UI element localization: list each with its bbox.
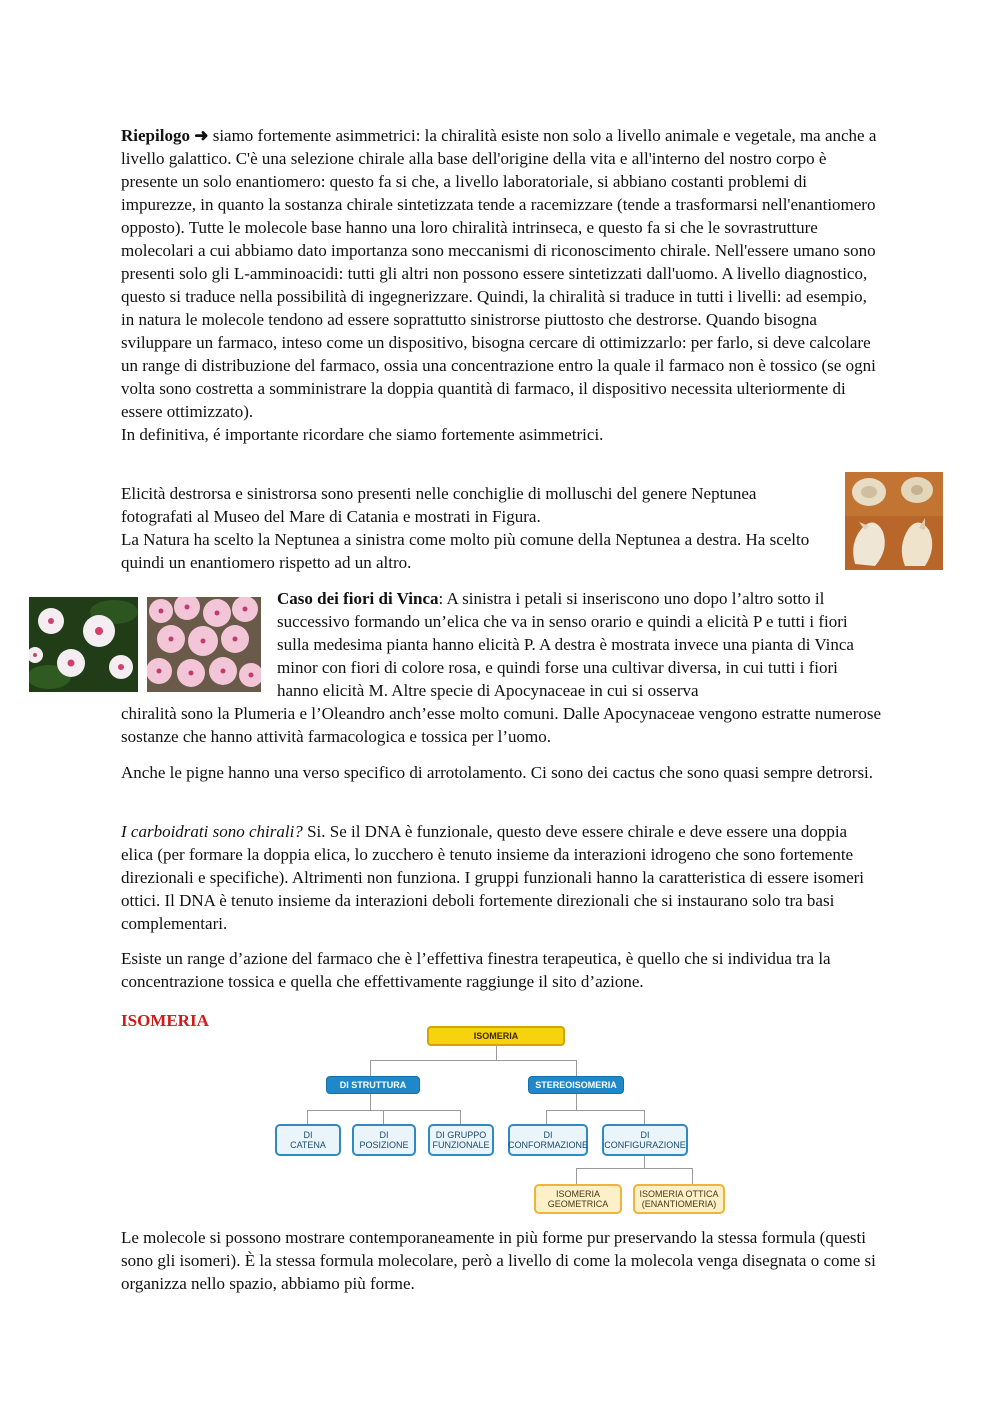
di-catena-box: DI CATENA <box>275 1124 341 1156</box>
shells-illustration <box>845 472 943 570</box>
range-azione-text: Esiste un range d’azione del farmaco che è l’effettiva finestra terapeutica, è quello che si individua tra la concentrazione tossica e quella che effettivamente raggiunge il sito d’azione. <box>121 949 831 991</box>
di-gruppo-funzionale-box: DI GRUPPO FUNZIONALE <box>428 1124 494 1156</box>
di-posizione-box: DI POSIZIONE <box>352 1124 416 1156</box>
connector <box>383 1110 384 1124</box>
pigne-text: Anche le pigne hanno una verso specifico di arrotolamento. Ci sono dei cactus che sono quasi sempre detrorsi. <box>121 763 874 782</box>
isomeria-heading: ISOMERIA <box>121 1011 209 1030</box>
connector <box>370 1060 576 1061</box>
stereoisomeria-box: STEREOISOMERIA <box>528 1076 624 1094</box>
vinca-text: : A sinistra i petali si inseriscono uno dopo l’altro sotto il successivo formando un’elica che va in senso orario e quindi a elicità P e tutti i fiori sulla medesima pianta hanno elicità P. A destra è mostrata invece una pianta di Vinca minor con fiori di colore rosa, e quindi forse una cultivar diversa, in cui tutti i fiori hanno elicità M. Altre specie di Apocynaceae in cui si osserva <box>277 589 854 700</box>
di-configurazione-box: DI CONFIGURAZIONE <box>602 1124 688 1156</box>
riepilogo-text: siamo fortemente asimmetrici: la chiralità esiste non solo a livello animale e vegetale, ma anche a livello galattico. C'è una selezione chirale alla base dell'origine della vita e all'interno del nostro corpo è presente un solo enantiomero: questo fa si che, a livello laboratoriale, si abbiano costanti problemi di impurezze, in quanto la sostanza chirale sintetizzata tende a racemizzare (tende a trasformarsi nell'enantiomero opposto). Tutte le molecole base hanno una loro chiralità intrinseca, e questo fa si che le sovrastrutture molecolari a cui abbiamo dato importanza sono meccanismi di riconoscimento chirale. Nell'essere umano sono presenti solo gli L-amminoacidi: tutti gli altri non possono essere sintetizzati dall'uomo. A livello diagnostico, questo si traduce nella possibilità di ingegnerizzare. Quindi, la chiralità si traduce in tutti i livelli: ad esempio, in natura le molecole tendono ad essere soprattutto sinistrorse piuttosto che destrorse. Quando bisogna sviluppare un farmaco, inteso come un dispositivo, bisogna cercare di ottimizzarlo: per farlo, si deve calcolare un range di distribuzione del farmaco, ossia una concentrazione entro la quale il farmaco non è tossico (se ogni volta sono costretta a somministrare la doppia quantità di farmaco, il dispositivo necessita ulteriormente di essere ottimizzato). <box>121 126 877 421</box>
paragraph-carboidrati <box>121 820 881 935</box>
vinca-text-continued: chiralità sono la Plumeria e l’Oleandro anch’esse molto comuni. Dalle Apocynaceae vengono estratte numerose sostanze che hanno attività farmacologica e tossica per l’uomo. <box>121 704 882 746</box>
neptunea-line1: Elicità destrorsa e sinistrorsa sono presenti nelle conchiglie di molluschi del genere Neptunea fotografati al Museo del Mare di Catania e mostrati in Figura. <box>121 484 757 526</box>
connector <box>370 1094 371 1110</box>
paragraph-isomeri <box>121 1226 881 1295</box>
connector <box>644 1110 645 1124</box>
connector <box>496 1046 497 1060</box>
carboidrati-question: I carboidrati sono chirali? <box>121 822 303 841</box>
vinca-flowers-pink-image <box>147 597 261 692</box>
vinca-flowers-white-image <box>29 597 138 692</box>
connector <box>546 1110 644 1111</box>
neptunea-shells-image <box>845 472 943 570</box>
isomeria-ottica-box: ISOMERIA OTTICA (ENANTIOMERIA) <box>633 1184 725 1214</box>
isomeria-root-box: ISOMERIA <box>427 1026 565 1046</box>
paragraph-pigne <box>121 761 881 784</box>
paragraph-neptunea <box>121 482 831 574</box>
carboidrati-text: Si. Se il DNA è funzionale, questo deve essere chirale e deve essere una doppia elica (per formare la doppia elica, lo zucchero è tenuto insieme da interazioni idrogeno che sono fortemente direzionali e specifiche). Altrimenti non funziona. I gruppi funzionali hanno la caratteristica di essere isomeri ottici. Il DNA è tenuto insieme da interazioni deboli fortemente direzionali che si instaurano solo tra basi complementari. <box>121 822 865 933</box>
isomeria-geometrica-box: ISOMERIA GEOMETRICA <box>534 1184 622 1214</box>
paragraph-vinca <box>277 587 881 702</box>
connector <box>576 1060 577 1076</box>
paragraph-vinca-continued <box>121 702 881 748</box>
connector <box>307 1110 308 1124</box>
connector <box>546 1110 547 1124</box>
isomeri-text: Le molecole si possono mostrare contemporaneamente in più forme pur preservando la stessa formula (questi sono gli isomeri). È la stessa formula molecolare, però a livello di come la molecola venga disegnata o come si organizza nello spazio, abbiamo più forme. <box>121 1228 876 1293</box>
paragraph-range-azione <box>121 947 881 993</box>
connector <box>576 1168 692 1169</box>
connector <box>576 1168 577 1184</box>
vinca-lead: Caso dei fiori di Vinca <box>277 589 439 608</box>
pink-vinca-illustration <box>147 597 261 692</box>
connector <box>692 1168 693 1184</box>
connector <box>576 1094 577 1110</box>
connector <box>370 1060 371 1076</box>
white-vinca-illustration <box>29 597 138 692</box>
isomeria-diagram <box>270 1020 730 1220</box>
paragraph-riepilogo <box>121 124 881 446</box>
connector <box>644 1156 645 1168</box>
neptunea-line2: La Natura ha scelto la Neptunea a sinistra come molto più comune della Neptunea a destra. Ha scelto quindi un enantiomero rispetto ad un altro. <box>121 530 810 572</box>
di-struttura-box: DI STRUTTURA <box>326 1076 420 1094</box>
connector <box>460 1110 461 1124</box>
di-conformazione-box: DI CONFORMAZIONE <box>508 1124 588 1156</box>
riepilogo-conclusion: In definitiva, é importante ricordare che siamo fortemente asimmetrici. <box>121 425 604 444</box>
riepilogo-lead: Riepilogo ➜ <box>121 126 209 145</box>
